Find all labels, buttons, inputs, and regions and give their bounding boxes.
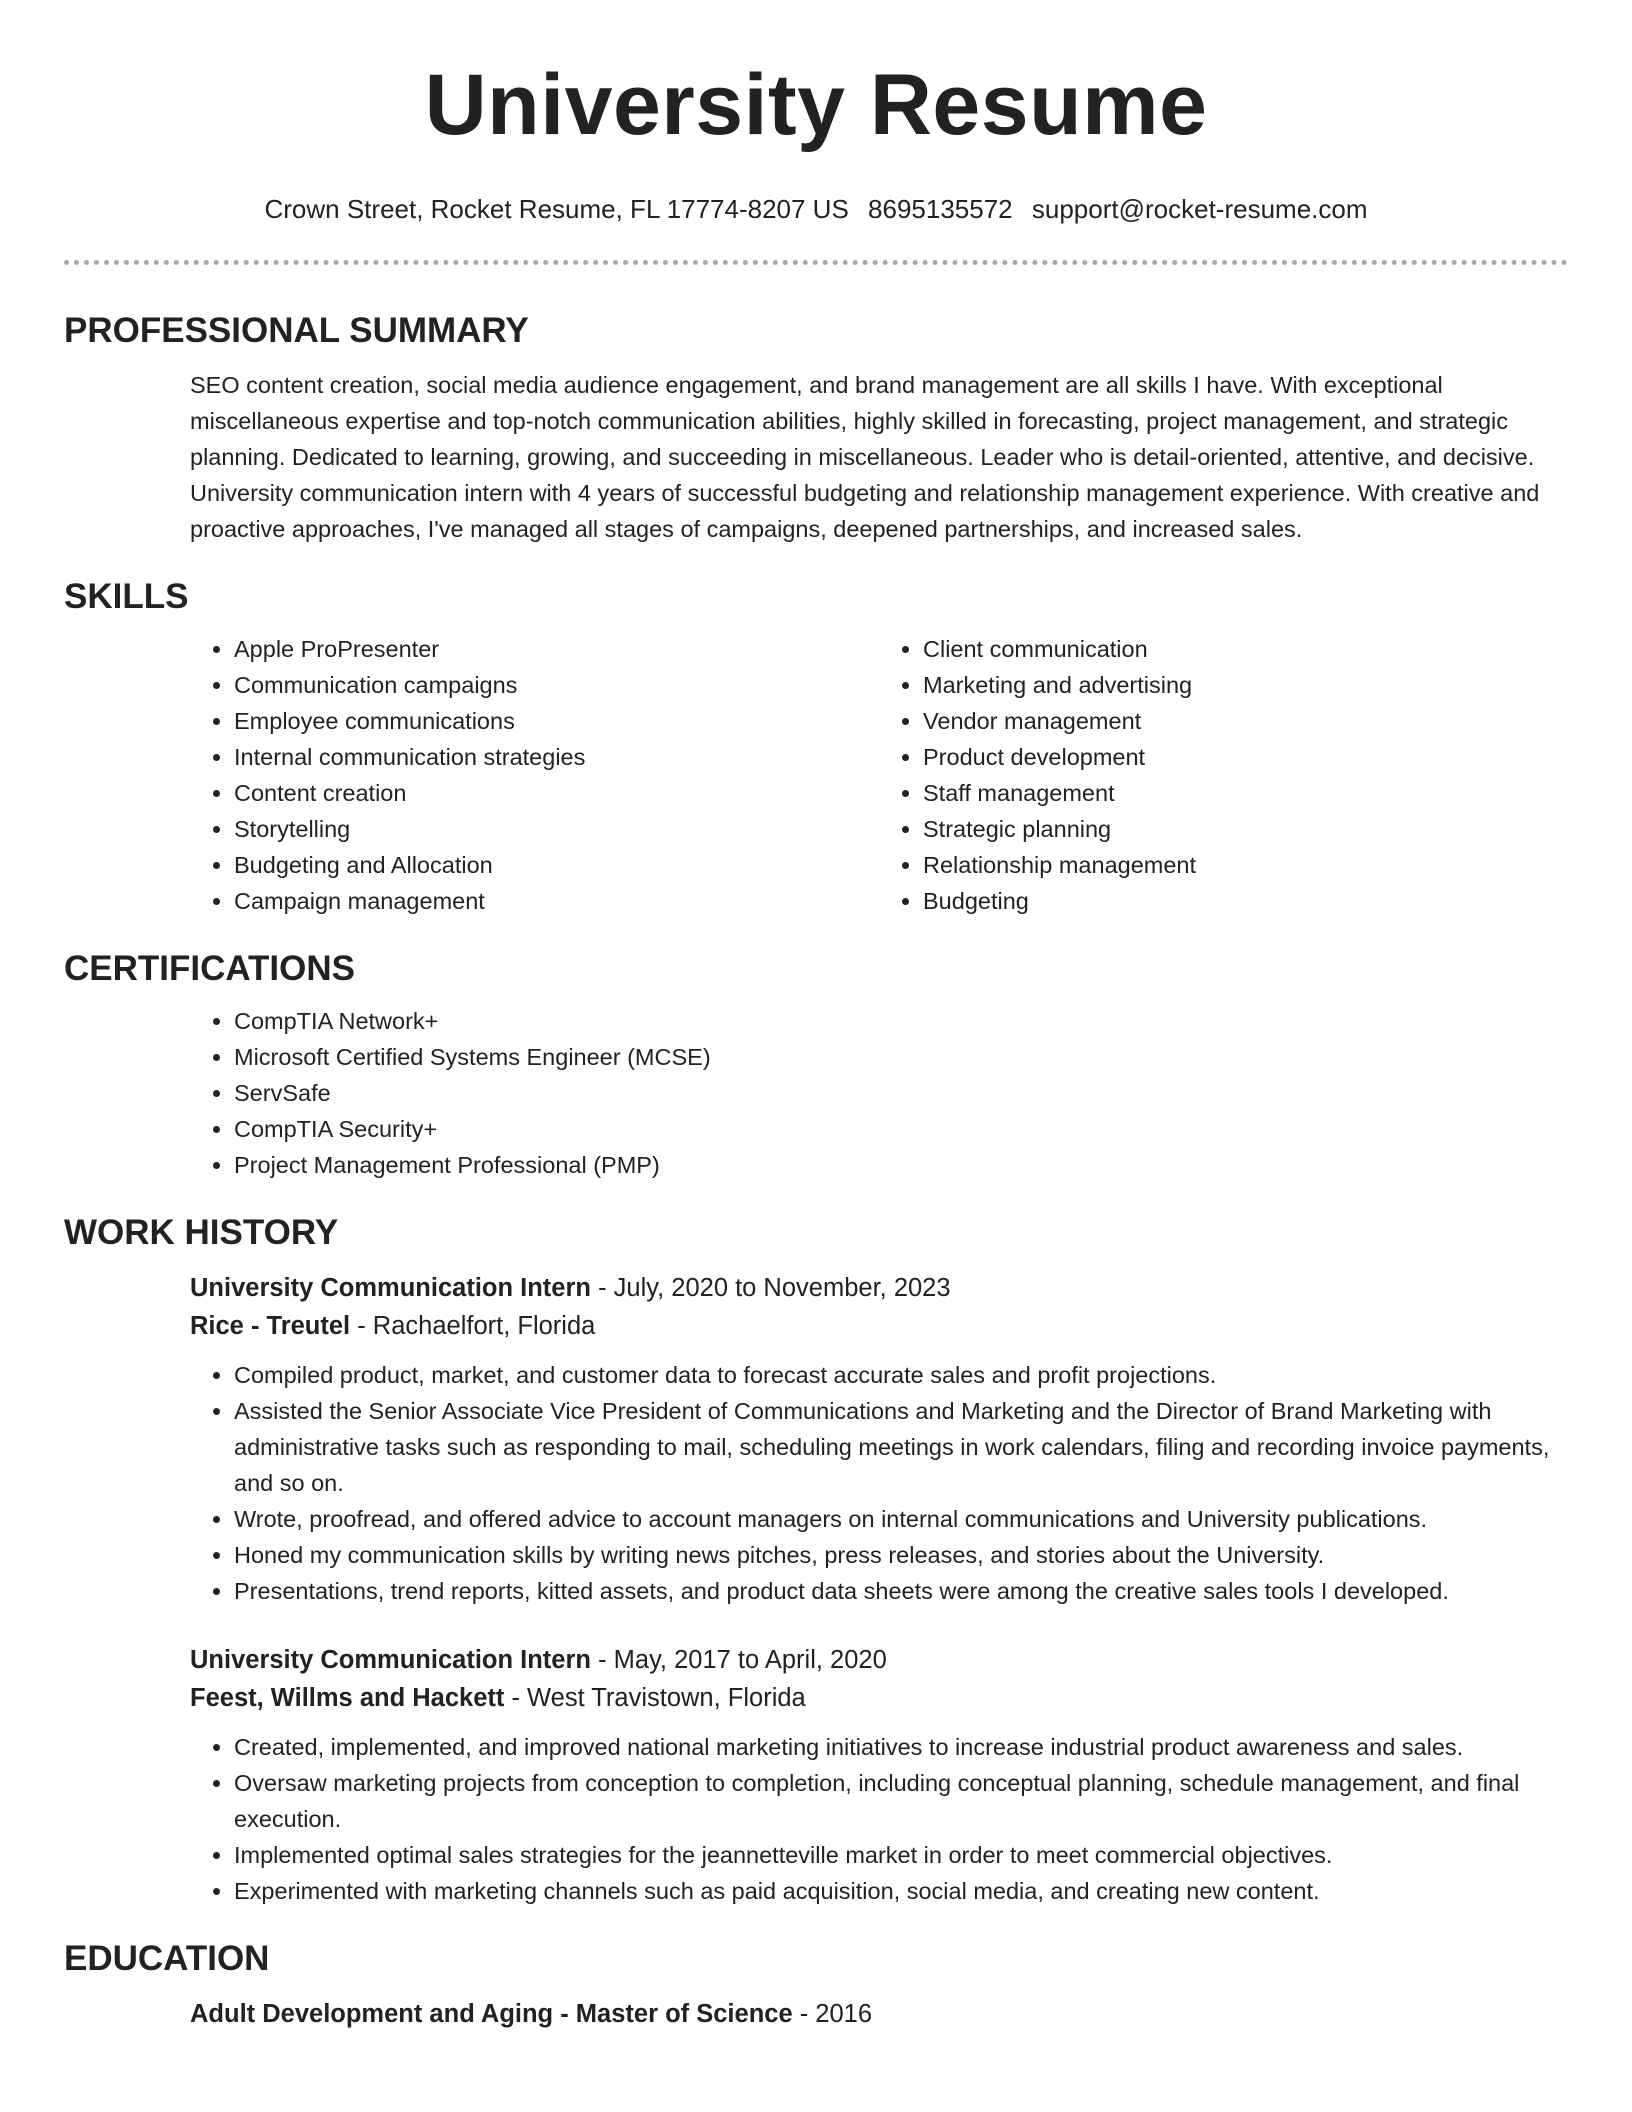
job-company-line bbox=[190, 1679, 1568, 1717]
job-title-line bbox=[190, 1269, 1568, 1307]
skill-item: • Communication campaigns bbox=[234, 667, 879, 703]
job-bullets bbox=[190, 1729, 1568, 1909]
work-section bbox=[64, 1211, 1568, 1909]
skills-columns bbox=[190, 631, 1568, 919]
education-entry bbox=[190, 1995, 1568, 2033]
skills-heading: SKILLS bbox=[64, 577, 189, 616]
email: support@rocket-resume.com bbox=[1031, 194, 1368, 224]
certification-item: • CompTIA Network+ bbox=[234, 1003, 1568, 1039]
job-bullet: • Implemented optimal sales strategies for the jeannetteville market in order to meet commercial objectives. bbox=[234, 1837, 1568, 1873]
skills-left-list bbox=[190, 631, 879, 919]
job-bullet: • Assisted the Senior Associate Vice President of Communications and Marketing and the Director of Brand Marketing with administrative tasks such as responding to mail, scheduling meetings in work calendars, filing and recording invoice payments, and so on. bbox=[234, 1393, 1568, 1501]
skill-item: • Relationship management bbox=[923, 847, 1568, 883]
certifications-heading: CERTIFICATIONS bbox=[64, 949, 356, 988]
certifications-body bbox=[190, 1003, 1568, 1183]
certification-item: • CompTIA Security+ bbox=[234, 1111, 1568, 1147]
education-heading: EDUCATION bbox=[64, 1939, 270, 1978]
job-location: - West Travistown, Florida bbox=[504, 1684, 806, 1712]
phone: 8695135572 bbox=[868, 194, 1013, 224]
job-dates: - May, 2017 to April, 2020 bbox=[590, 1646, 887, 1674]
job-title: University Communication Intern bbox=[190, 1646, 591, 1674]
skill-item: • Vendor management bbox=[923, 703, 1568, 739]
certification-item: • Project Management Professional (PMP) bbox=[234, 1147, 1568, 1183]
job-title: University Communication Intern bbox=[190, 1274, 591, 1302]
education-section bbox=[64, 1937, 1568, 2033]
resume-name: University Resume bbox=[424, 57, 1208, 153]
certification-item: • ServSafe bbox=[234, 1075, 1568, 1111]
skill-item: • Storytelling bbox=[234, 811, 879, 847]
skills-section bbox=[64, 575, 1568, 919]
skills-right-list bbox=[879, 631, 1568, 919]
skill-item: • Staff management bbox=[923, 775, 1568, 811]
work-heading: WORK HISTORY bbox=[64, 1213, 339, 1252]
skill-item: • Content creation bbox=[234, 775, 879, 811]
header-divider bbox=[64, 260, 1568, 265]
job-bullet: • Presentations, trend reports, kitted assets, and product data sheets were among the creative sales tools I developed. bbox=[234, 1573, 1568, 1609]
job-entry bbox=[190, 1641, 1568, 1909]
job-bullet: • Created, implemented, and improved national marketing initiatives to increase industrial product awareness and sales. bbox=[234, 1729, 1568, 1765]
job-entry bbox=[190, 1269, 1568, 1609]
address: Crown Street, Rocket Resume, FL 17774-8207 US bbox=[264, 194, 849, 224]
contact-line bbox=[0, 192, 1632, 226]
job-bullet: • Experimented with marketing channels such as paid acquisition, social media, and creating new content. bbox=[234, 1873, 1568, 1909]
certification-item: • Microsoft Certified Systems Engineer (MCSE) bbox=[234, 1039, 1568, 1075]
job-company-line bbox=[190, 1307, 1568, 1345]
skill-item: • Strategic planning bbox=[923, 811, 1568, 847]
skill-item: • Budgeting bbox=[923, 883, 1568, 919]
summary-heading: PROFESSIONAL SUMMARY bbox=[64, 311, 529, 350]
skill-item: • Marketing and advertising bbox=[923, 667, 1568, 703]
job-bullet: • Oversaw marketing projects from conception to completion, including conceptual planning, schedule management, and final execution. bbox=[234, 1765, 1568, 1837]
skill-item: • Client communication bbox=[923, 631, 1568, 667]
job-dates: - July, 2020 to November, 2023 bbox=[590, 1274, 951, 1302]
job-company: Feest, Willms and Hackett bbox=[190, 1684, 505, 1712]
job-company: Rice - Treutel bbox=[190, 1312, 351, 1340]
job-title-line bbox=[190, 1641, 1568, 1679]
job-bullet: • Honed my communication skills by writing news pitches, press releases, and stories about the University. bbox=[234, 1537, 1568, 1573]
skill-item: • Product development bbox=[923, 739, 1568, 775]
skill-item: • Internal communication strategies bbox=[234, 739, 879, 775]
education-year: - 2016 bbox=[792, 2000, 873, 2028]
certifications-section bbox=[64, 947, 1568, 1183]
skill-item: • Budgeting and Allocation bbox=[234, 847, 879, 883]
job-bullet: • Compiled product, market, and customer data to forecast accurate sales and profit projections. bbox=[234, 1357, 1568, 1393]
certifications-list bbox=[190, 1003, 1568, 1183]
job-bullet: • Wrote, proofread, and offered advice to account managers on internal communications and University publications. bbox=[234, 1501, 1568, 1537]
skill-item: • Campaign management bbox=[234, 883, 879, 919]
job-bullets bbox=[190, 1357, 1568, 1609]
skill-item: • Apple ProPresenter bbox=[234, 631, 879, 667]
summary-text: SEO content creation, social media audience engagement, and brand management are all skills I have. With exceptional miscellaneous expertise and top-notch communication abilities, highly skilled in forecasting, project management, and strategic planning. Dedicated to learning, growing, and succeeding in miscellaneous. Leader who is detail-oriented, attentive, and decisive. University communication intern with 4 years of successful budgeting and relationship management experience. With creative and proactive approaches, I've managed all stages of campaigns, deepened partnerships, and increased sales. bbox=[190, 372, 1540, 542]
job-location: - Rachaelfort, Florida bbox=[350, 1312, 596, 1340]
skill-item: • Employee communications bbox=[234, 703, 879, 739]
education-degree: Adult Development and Aging - Master of Science bbox=[190, 2000, 793, 2028]
summary-section bbox=[64, 309, 1568, 547]
